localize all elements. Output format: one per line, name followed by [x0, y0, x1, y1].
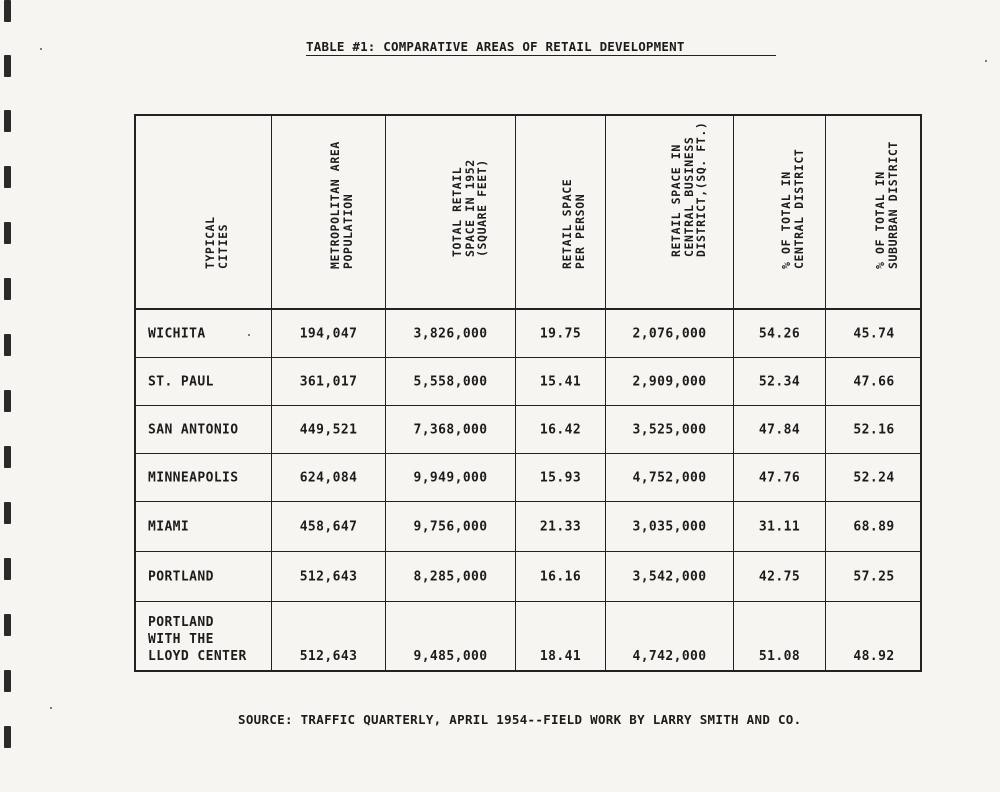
cell-value: 68.89	[853, 519, 895, 534]
cell-value: 47.76	[758, 470, 801, 485]
cell-value: 458,647	[299, 519, 358, 534]
cell-value: 48.92	[853, 649, 895, 664]
col-pct-suburban-cell	[826, 552, 922, 601]
cell-value: 16.16	[539, 569, 582, 584]
cell-value: 47.66	[853, 374, 895, 389]
col-cbd-retail-space-cell	[606, 358, 734, 405]
column-header-label: % OF TOTAL IN SUBURBAN DISTRICT	[873, 141, 900, 269]
cell-value: 19.75	[539, 326, 582, 341]
col-pct-central-cell	[734, 454, 826, 501]
col-pct-suburban-cell	[826, 310, 922, 357]
scan-speck	[50, 707, 52, 709]
cell-value: 54.26	[758, 326, 801, 341]
retail-comparison-table	[134, 114, 922, 672]
cell-value: 3,525,000	[632, 422, 707, 437]
col-pct-central-cell	[734, 502, 826, 551]
cell-value: 2,909,000	[632, 374, 707, 389]
table-row	[136, 502, 920, 552]
binding-ring	[4, 726, 11, 748]
column-header-label: % OF TOTAL IN CENTRAL DISTRICT	[778, 148, 805, 269]
cell-value: 361,017	[299, 374, 358, 389]
source-note: SOURCE: TRAFFIC QUARTERLY, APRIL 1954--FIELD WORK BY LARRY SMITH AND CO.	[238, 712, 802, 727]
col-metro-population-cell	[272, 552, 386, 601]
col-total-retail-space-cell	[386, 602, 516, 672]
column-header-label: TOTAL RETAIL SPACE IN 1952 (SQUARE FEET)	[449, 158, 489, 257]
col-pct-central-cell	[734, 358, 826, 405]
cell-value: 52.34	[758, 374, 801, 389]
binding-ring	[4, 166, 11, 188]
col-cbd-retail-space-cell	[606, 602, 734, 672]
cell-value: 18.41	[539, 649, 582, 664]
col-total-retail-space-cell	[386, 454, 516, 501]
city-name-cell	[136, 406, 272, 453]
city-name-cell	[136, 502, 272, 551]
col-cbd-retail-space-cell	[606, 552, 734, 601]
col-retail-per-person-cell	[516, 454, 606, 501]
cell-value: WICHITA	[148, 326, 206, 341]
cell-value: SAN ANTONIO	[148, 422, 239, 437]
table-row	[136, 454, 920, 502]
col-cbd-retail-space-cell	[606, 454, 734, 501]
table-row	[136, 552, 920, 602]
cell-value: 45.74	[853, 326, 895, 341]
col-metro-population-header	[272, 116, 386, 308]
cell-value: 16.42	[539, 422, 582, 437]
city-name-cell	[136, 602, 272, 672]
cell-value: 3,035,000	[632, 519, 707, 534]
col-pct-central-cell	[734, 602, 826, 672]
col-typical-cities-header	[136, 116, 272, 308]
col-pct-suburban-cell	[826, 602, 922, 672]
col-pct-central-cell	[734, 406, 826, 453]
cell-value: 57.25	[853, 569, 895, 584]
binding-ring	[4, 390, 11, 412]
city-name-cell	[136, 310, 272, 357]
cell-value: 2,076,000	[632, 326, 707, 341]
col-metro-population-cell	[272, 502, 386, 551]
cell-value: 512,643	[299, 569, 358, 584]
cell-value: 21.33	[539, 519, 582, 534]
column-header-label: TYPICAL CITIES	[202, 216, 229, 269]
scan-speck	[40, 48, 42, 50]
cell-value: 9,756,000	[413, 519, 488, 534]
col-pct-suburban-cell	[826, 406, 922, 453]
table-header-row	[136, 116, 920, 310]
cell-value: 4,742,000	[632, 649, 707, 664]
cell-value: 5,558,000	[413, 374, 488, 389]
binding-ring	[4, 502, 11, 524]
col-retail-per-person-cell	[516, 502, 606, 551]
cell-value: PORTLAND	[148, 569, 214, 584]
spiral-binding	[0, 0, 14, 792]
scan-speck	[985, 60, 987, 62]
col-pct-suburban-cell	[826, 454, 922, 501]
col-pct-suburban-header	[826, 116, 922, 308]
column-header-label: RETAIL SPACE PER PERSON	[559, 178, 586, 269]
cell-value: MINNEAPOLIS	[148, 470, 239, 485]
col-cbd-retail-space-cell	[606, 502, 734, 551]
binding-ring	[4, 446, 11, 468]
binding-ring	[4, 334, 11, 356]
city-name-cell	[136, 358, 272, 405]
column-header-label: RETAIL SPACE IN CENTRAL BUSINESS DISTRICT,(SQ. FT.)	[668, 121, 708, 257]
cell-value: 512,643	[299, 649, 358, 664]
cell-value: 52.16	[853, 422, 895, 437]
col-retail-per-person-header	[516, 116, 606, 308]
cell-value: 449,521	[299, 422, 358, 437]
col-total-retail-space-cell	[386, 310, 516, 357]
cell-value: 3,826,000	[413, 326, 488, 341]
binding-ring	[4, 278, 11, 300]
col-metro-population-cell	[272, 454, 386, 501]
col-metro-population-cell	[272, 406, 386, 453]
cell-value: 15.41	[539, 374, 582, 389]
col-pct-central-header	[734, 116, 826, 308]
col-total-retail-space-cell	[386, 552, 516, 601]
col-metro-population-cell	[272, 358, 386, 405]
scan-speck	[248, 334, 250, 336]
city-name-cell	[136, 552, 272, 601]
city-name-cell	[136, 454, 272, 501]
table-row	[136, 406, 920, 454]
cell-value: PORTLAND WITH THE LLOYD CENTER	[148, 615, 247, 664]
cell-value: 52.24	[853, 470, 895, 485]
col-pct-suburban-cell	[826, 502, 922, 551]
cell-value: 3,542,000	[632, 569, 707, 584]
col-retail-per-person-cell	[516, 552, 606, 601]
binding-ring	[4, 55, 11, 77]
col-cbd-retail-space-header	[606, 116, 734, 308]
col-pct-suburban-cell	[826, 358, 922, 405]
cell-value: 51.08	[758, 649, 801, 664]
col-total-retail-space-cell	[386, 406, 516, 453]
cell-value: 7,368,000	[413, 422, 488, 437]
cell-value: 624,084	[299, 470, 358, 485]
col-cbd-retail-space-cell	[606, 310, 734, 357]
col-metro-population-cell	[272, 602, 386, 672]
cell-value: 8,285,000	[413, 569, 488, 584]
col-total-retail-space-header	[386, 116, 516, 308]
cell-value: 42.75	[758, 569, 801, 584]
table-row	[136, 602, 920, 672]
cell-value: 194,047	[299, 326, 358, 341]
binding-ring	[4, 558, 11, 580]
column-header-label: METROPOLITAN AREA POPULATION	[327, 141, 354, 269]
col-metro-population-cell	[272, 310, 386, 357]
cell-value: 47.84	[758, 422, 801, 437]
cell-value: 4,752,000	[632, 470, 707, 485]
col-retail-per-person-cell	[516, 406, 606, 453]
cell-value: 9,485,000	[413, 649, 488, 664]
cell-value: 31.11	[758, 519, 801, 534]
col-retail-per-person-cell	[516, 602, 606, 672]
binding-ring	[4, 222, 11, 244]
binding-ring	[4, 670, 11, 692]
col-total-retail-space-cell	[386, 358, 516, 405]
col-pct-central-cell	[734, 310, 826, 357]
table-row	[136, 310, 920, 358]
col-pct-central-cell	[734, 552, 826, 601]
table-title: TABLE #1: COMPARATIVE AREAS OF RETAIL DEVELOPMENT	[306, 39, 776, 56]
binding-ring	[4, 110, 11, 132]
col-cbd-retail-space-cell	[606, 406, 734, 453]
cell-value: 9,949,000	[413, 470, 488, 485]
col-retail-per-person-cell	[516, 310, 606, 357]
table-row	[136, 358, 920, 406]
col-retail-per-person-cell	[516, 358, 606, 405]
col-total-retail-space-cell	[386, 502, 516, 551]
cell-value: MIAMI	[148, 519, 190, 534]
binding-ring	[4, 0, 11, 22]
binding-ring	[4, 614, 11, 636]
cell-value: 15.93	[539, 470, 582, 485]
cell-value: ST. PAUL	[148, 374, 214, 389]
